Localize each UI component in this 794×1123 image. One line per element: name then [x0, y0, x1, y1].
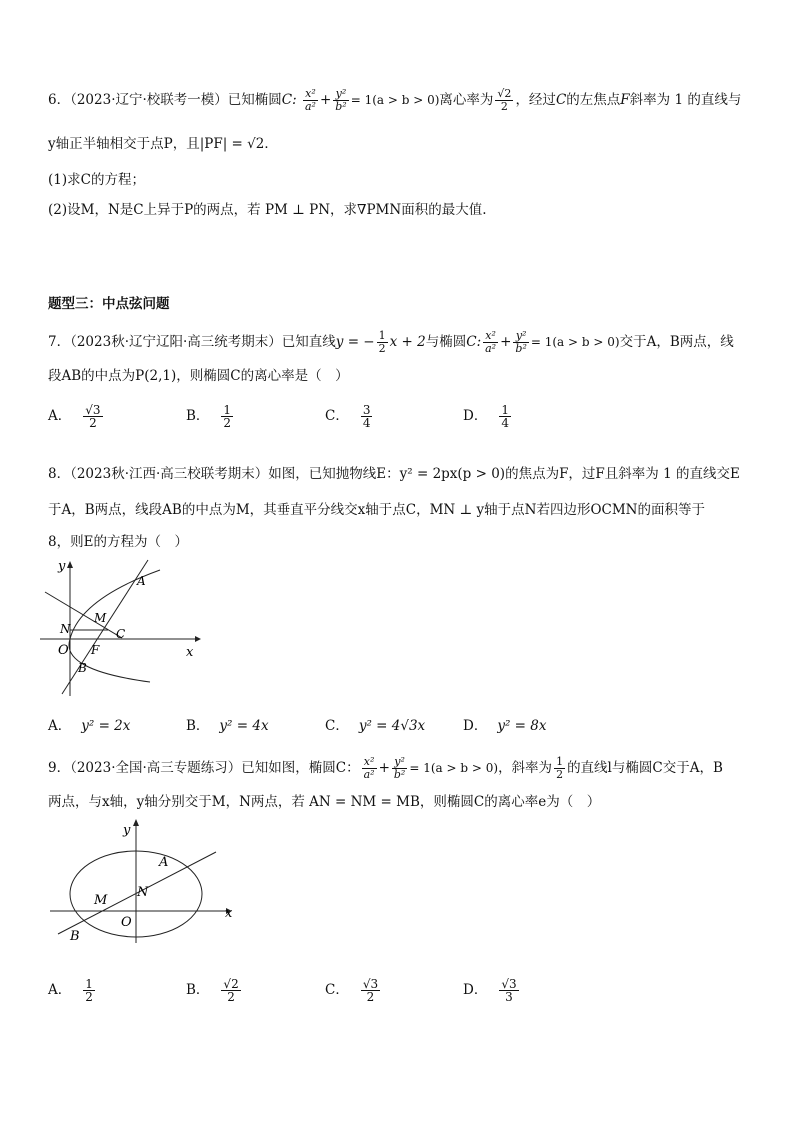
q8-option-d-text: y² = 8x [497, 718, 547, 734]
q7-eq-ynum: y² [513, 330, 528, 343]
q8-figure [40, 556, 210, 701]
q8-option-c-label: C． [325, 718, 349, 734]
q6-eq-plus: + [319, 92, 332, 108]
q6-ecc-num: √2 [497, 87, 512, 100]
section-heading: 题型三：中点弦问题 [48, 296, 170, 312]
q9-eq-yfrac [392, 756, 407, 781]
q7-option-b[interactable] [186, 404, 235, 429]
q7-line-frac-num: 1 [378, 329, 386, 342]
q8-label-x: x [186, 645, 194, 660]
q7-intro: 7．（2023秋·辽宁辽阳·高三统考期末）已知直线 [48, 334, 336, 350]
q8-option-b-text: y² = 4x [219, 718, 269, 734]
q6-eq-yden: b² [335, 100, 347, 113]
q7-line1 [48, 330, 734, 355]
q8-label-m: M [94, 611, 107, 625]
q7-with: 与椭圆 [425, 334, 467, 350]
q9-label-y: y [123, 823, 131, 838]
q8-line1: 8．（2023秋·江西·高三校联考期末）如图，已知抛物线E：y² = 2px(p > 0)的焦点为F，过F且斜率为 1 的直线交E [48, 466, 740, 482]
q9-slope-den: 2 [556, 768, 564, 781]
q9-figure [44, 816, 244, 944]
q6-intro: 6．（2023·辽宁·校联考一模）已知椭圆 [48, 92, 282, 108]
q7-option-a[interactable] [48, 404, 105, 429]
q9-option-b-label: B． [186, 982, 210, 998]
q8-option-a[interactable] [48, 714, 130, 734]
q8-label-o: O [58, 643, 69, 658]
q9-eq-xfrac [362, 756, 377, 781]
q6-sub2: (2)设M，N是C上异于P的两点，若 PM ⊥ PN，求∇PMN面积的最大值. [48, 202, 487, 218]
q8-x-arrow [195, 636, 201, 642]
q9-tail: 的直线l与椭圆C交于A，B [567, 760, 723, 776]
q6-slope-text: 斜率为 1 的直线与 [629, 92, 742, 108]
q8-option-d[interactable] [463, 714, 546, 734]
q6-f-var: F [620, 92, 630, 108]
q8-option-a-label: A． [48, 718, 72, 734]
q7-tail: 交于A，B两点，线 [619, 334, 734, 350]
q8-label-f: F [91, 643, 100, 657]
q9-option-c-den: 2 [366, 990, 375, 1004]
q6-eq-xden: a² [304, 100, 316, 113]
q6-eq-xnum: x² [303, 88, 318, 101]
q9-option-c[interactable] [325, 978, 382, 1003]
q7-option-a-label: A． [48, 408, 72, 424]
q6-after-c: 的左焦点 [566, 92, 621, 108]
q9-option-b[interactable] [186, 978, 243, 1003]
q8-option-b[interactable] [186, 714, 269, 734]
q6-line1 [48, 88, 741, 113]
q7-option-d-label: D． [463, 408, 488, 424]
q7-eq-yfrac [513, 330, 528, 355]
q7-option-d[interactable] [463, 404, 513, 429]
q7-eq-xfrac [483, 330, 498, 355]
q9-option-d-label: D． [463, 982, 488, 998]
q6-ecc-text: 离心率为 [439, 92, 494, 108]
q9-label-m: M [94, 893, 108, 908]
q7-option-a-den: 2 [89, 416, 97, 430]
q6-eq-rest: = 1(a > b > 0) [350, 93, 440, 107]
q9-label-b: B [70, 929, 80, 944]
q7-line-frac [377, 330, 388, 355]
q6-ecc-den: 2 [500, 100, 508, 113]
q6-line2: y轴正半轴相交于点P，且|PF| = √2． [48, 136, 278, 152]
q7-option-b-num: 1 [223, 403, 232, 417]
q7-option-b-den: 2 [223, 416, 232, 430]
q8-label-y: y [58, 559, 66, 574]
q9-option-a-den: 2 [85, 990, 93, 1004]
q9-slope-frac [554, 756, 565, 781]
q7-line-eq-b: x + 2 [389, 334, 426, 350]
q8-option-a-text: y² = 2x [81, 718, 131, 734]
q7-option-c-den: 4 [362, 416, 371, 430]
q7-line2: 段AB的中点为P(2,1)，则椭圆C的离心率是（ ） [48, 368, 349, 384]
q8-label-a: A [137, 574, 146, 588]
q7-option-c-num: 3 [362, 403, 371, 417]
q7-option-b-label: B． [186, 408, 210, 424]
q7-eq-xnum: x² [483, 330, 498, 343]
q6-after-ecc: ，经过 [515, 92, 556, 108]
q6-eq-xfrac [303, 88, 318, 113]
q9-option-d[interactable] [463, 978, 521, 1003]
q7-option-c[interactable] [325, 404, 374, 429]
q9-option-a-label: A． [48, 982, 72, 998]
q6-ecc-frac [495, 88, 513, 113]
q9-label-a: A [159, 855, 169, 870]
q8-line3: 8，则E的方程为（ ） [48, 534, 188, 550]
q6-c-var: C [555, 92, 567, 108]
q8-y-arrow [67, 561, 73, 568]
q9-line1 [48, 756, 723, 781]
q8-option-c-text: y² = 4√3x [358, 718, 426, 734]
q8-bisector [45, 592, 122, 638]
q8-label-b: B [78, 661, 87, 675]
q9-mid: ，斜率为 [498, 760, 553, 776]
q8-option-b-label: B． [186, 718, 210, 734]
q9-eq-xden: a² [363, 768, 375, 781]
q7-eq-xden: a² [485, 342, 497, 355]
q9-option-a[interactable] [48, 978, 97, 1003]
q9-option-d-num: √3 [501, 977, 517, 991]
q8-option-c[interactable] [325, 714, 425, 734]
q8-option-d-label: D． [463, 718, 488, 734]
q9-slope-num: 1 [556, 755, 564, 768]
q7-option-a-num: √3 [85, 403, 101, 417]
q6-eq-yfrac [333, 88, 348, 113]
q9-eq-plus: + [378, 760, 390, 776]
q6-eq-prefix: C: [281, 92, 297, 108]
q7-eq-plus: + [500, 334, 512, 350]
q9-option-d-den: 3 [505, 990, 513, 1004]
q7-line-frac-den: 2 [378, 342, 386, 355]
q6-eq-ynum: y² [333, 88, 348, 101]
q9-intro: 9．（2023·全国·高三专题练习）已知如图，椭圆C： [48, 760, 360, 776]
q9-option-b-den: 2 [227, 990, 235, 1004]
q9-y-arrow [133, 819, 139, 826]
q7-option-d-num: 1 [501, 403, 509, 417]
q7-line-eq-a: y = − [335, 334, 375, 350]
q7-option-d-den: 4 [501, 416, 509, 430]
q9-option-c-num: √3 [362, 977, 379, 991]
q9-option-b-num: √2 [223, 977, 239, 991]
q7-option-c-label: C． [325, 408, 349, 424]
q9-eq-ynum: y² [392, 756, 407, 769]
q7-eq-yden: b² [515, 342, 527, 355]
q8-label-n: N [60, 622, 71, 636]
q9-eq-yden: b² [393, 768, 406, 781]
q9-line2: 两点，与x轴，y轴分别交于M，N两点，若 AN = NM = MB，则椭圆C的离心率e为（ ） [48, 794, 601, 810]
q9-label-x: x [225, 906, 233, 921]
q9-eq-xnum: x² [362, 756, 377, 769]
q7-eq-prefix: C: [466, 334, 482, 350]
q8-line2: 于A，B两点，线段AB的中点为M，其垂直平分线交x轴于点C，MN ⊥ y轴于点N若四边形OCMN的面积等于 [48, 502, 705, 518]
q8-label-c: C [116, 627, 126, 641]
q9-eq-rest: = 1(a > b > 0) [409, 761, 499, 775]
q9-label-o: O [121, 915, 132, 930]
q6-sub1: (1)求C的方程； [48, 172, 145, 188]
q9-label-n: N [137, 885, 149, 900]
q9-option-a-num: 1 [85, 977, 93, 991]
q9-option-c-label: C． [325, 982, 349, 998]
q7-eq-rest: = 1(a > b > 0) [530, 335, 620, 349]
